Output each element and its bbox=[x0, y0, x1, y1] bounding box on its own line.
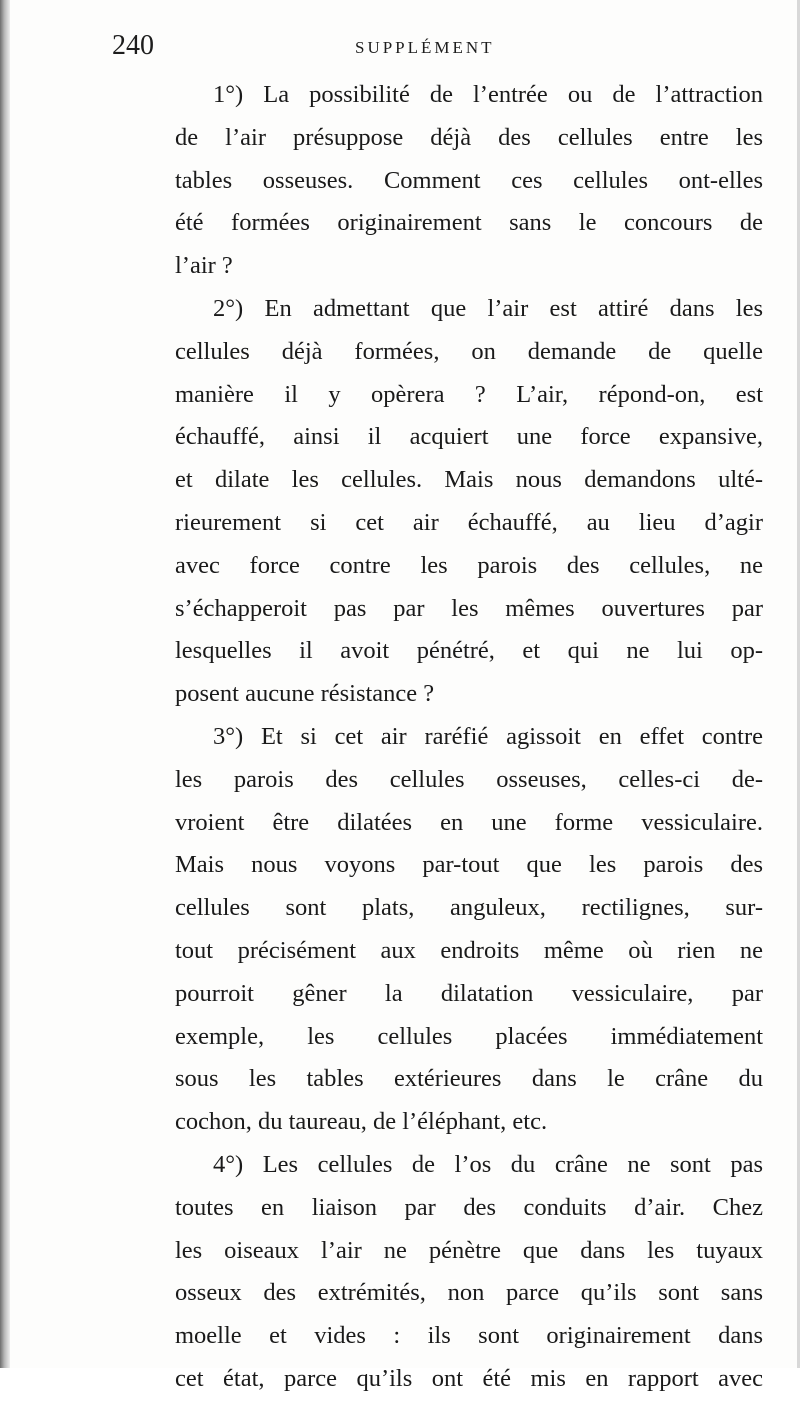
text-line: les oiseaux l’air ne pénètre que dans les tuyaux bbox=[175, 1236, 763, 1264]
text-line: rieurement si cet air échauffé, au lieu d’agir bbox=[175, 508, 763, 536]
text-line: manière il y opèrera ? L’air, répond-on, est bbox=[175, 380, 763, 408]
text-line: osseux des extrémités, non parce qu’ils sont sans bbox=[175, 1279, 763, 1307]
text-line: vroient être dilatées en une forme vessiculaire. bbox=[175, 808, 763, 836]
text-line: sous les tables extérieures dans le crâne du bbox=[175, 1065, 763, 1093]
text-line: Mais nous voyons par-tout que les parois des bbox=[175, 851, 763, 879]
body-text bbox=[175, 74, 763, 1401]
text-line: tout précisément aux endroits même où rien ne bbox=[175, 936, 763, 964]
text-line: cochon, du taureau, de l’éléphant, etc. bbox=[175, 1108, 548, 1136]
text-line: pourroit gêner la dilatation vessiculaire, par bbox=[175, 979, 763, 1007]
text-line: cellules sont plats, anguleux, rectilignes, sur- bbox=[175, 894, 763, 922]
text-line: et dilate les cellules. Mais nous demandons ulté- bbox=[175, 466, 763, 494]
text-line: l’air ? bbox=[175, 252, 233, 280]
text-line: avec force contre les parois des cellules, ne bbox=[175, 551, 763, 579]
text-line: 4°) Les cellules de l’os du crâne ne sont pas bbox=[213, 1150, 763, 1178]
text-line: lesquelles il avoit pénétré, et qui ne lui op- bbox=[175, 637, 763, 665]
text-line: cet état, parce qu’ils ont été mis en rapport avec bbox=[175, 1364, 763, 1392]
text-line: échauffé, ainsi il acquiert une force expansive, bbox=[175, 423, 763, 451]
text-line: toutes en liaison par des conduits d’air. Chez bbox=[175, 1193, 763, 1221]
text-line: de l’air présuppose déjà des cellules entre les bbox=[175, 123, 763, 151]
text-line: tables osseuses. Comment ces cellules ont-elles bbox=[175, 166, 763, 194]
page-header bbox=[112, 30, 734, 62]
text-line: s’échapperoit pas par les mêmes ouvertures par bbox=[175, 594, 763, 622]
text-line: cellules déjà formées, on demande de quelle bbox=[175, 337, 763, 365]
text-line: posent aucune résistance ? bbox=[175, 680, 435, 708]
text-line: 2°) En admettant que l’air est attiré dans les bbox=[213, 294, 763, 322]
text-line: 1°) La possibilité de l’entrée ou de l’attraction bbox=[213, 81, 763, 108]
text-line: les parois des cellules osseuses, celles-ci de- bbox=[175, 765, 763, 793]
text-line: moelle et vides : ils sont originairement dans bbox=[175, 1322, 763, 1350]
text-line: exemple, les cellules placées immédiatement bbox=[175, 1022, 763, 1050]
page-binding-shadow bbox=[0, 0, 10, 1368]
text-line: été formées originairement sans le concours de bbox=[175, 209, 763, 237]
page-number: 240 bbox=[112, 30, 154, 61]
text-line: 3°) Et si cet air raréfié agissoit en effet contre bbox=[213, 722, 763, 750]
running-head: SUPPLÉMENT bbox=[355, 38, 495, 57]
